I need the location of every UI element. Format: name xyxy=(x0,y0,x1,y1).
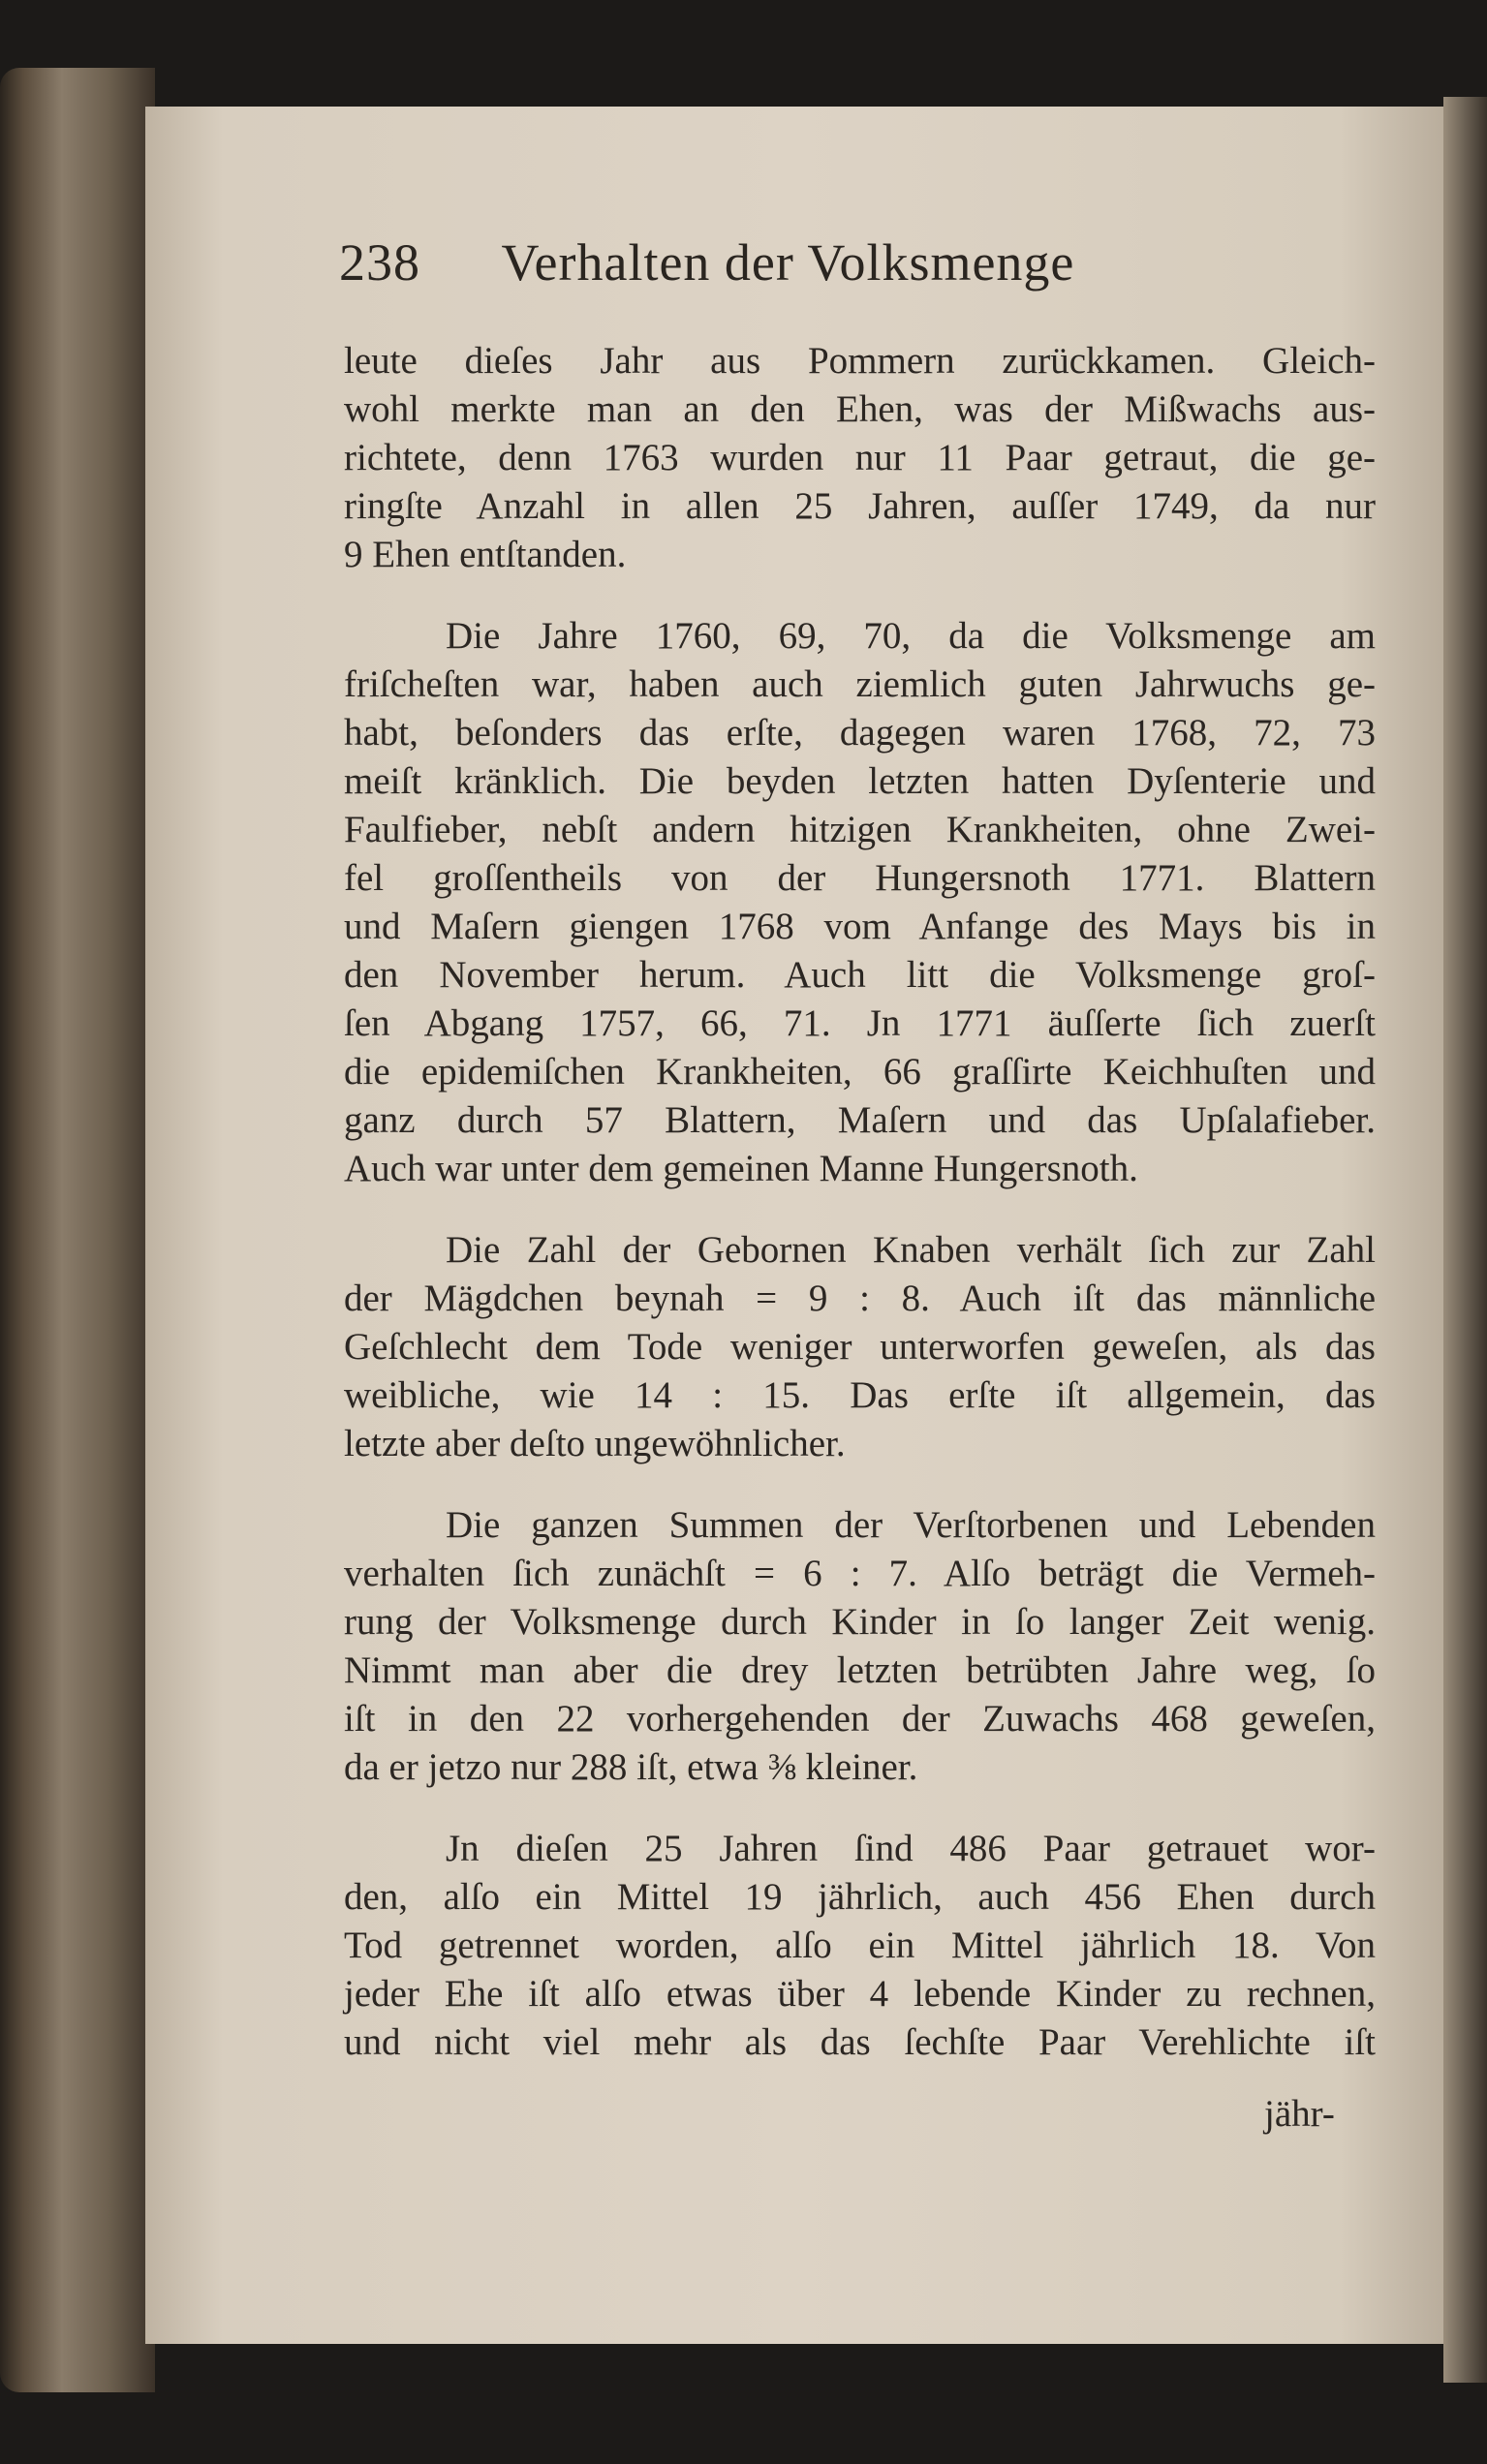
text-line: 9 Ehen entſtanden. xyxy=(344,534,627,575)
text-line: den November herum. Auch litt die Volksmenge groſ- xyxy=(344,954,1376,996)
text-line: verhalten ſich zunächſt = 6 : 7. Alſo beträgt die Vermeh- xyxy=(344,1553,1376,1594)
text-line: fel groſſentheils von der Hungersnoth 1771. Blattern xyxy=(344,857,1376,899)
page-number: 238 xyxy=(339,233,420,292)
text-line: Jn dieſen 25 Jahren ſind 486 Paar getrauet wor- xyxy=(446,1828,1376,1869)
text-line: Geſchlecht dem Tode weniger unterworfen geweſen, als das xyxy=(344,1326,1376,1368)
text-line: Tod getrennet worden, alſo ein Mittel jährlich 18. Von xyxy=(344,1925,1376,1966)
catchword: jähr- xyxy=(1264,2093,1335,2135)
text-line: wohl merkte man an den Ehen, was der Mißwachs aus- xyxy=(344,388,1376,430)
text-line: ganz durch 57 Blattern, Maſern und das Upſalafieber. xyxy=(344,1099,1376,1141)
text-line: da er jetzo nur 288 iſt, etwa ⅜ kleiner. xyxy=(344,1746,918,1788)
book-page-edges xyxy=(0,68,155,2392)
text-line: ringſte Anzahl in allen 25 Jahren, auſſer 1749, da nur xyxy=(344,485,1376,527)
text-line: Faulfieber, nebſt andern hitzigen Krankheiten, ohne Zwei- xyxy=(344,809,1376,850)
text-line: und nicht viel mehr als das ſechſte Paar Verehlichte iſt xyxy=(344,2021,1376,2063)
text-line: und Maſern giengen 1768 vom Anfange des Mays bis in xyxy=(344,906,1376,947)
text-line: letzte aber deſto ungewöhnlicher. xyxy=(344,1423,846,1464)
text-line: habt, beſonders das erſte, dagegen waren 1768, 72, 73 xyxy=(344,712,1376,754)
text-line: richtete, denn 1763 wurden nur 11 Paar getraut, die ge- xyxy=(344,437,1376,478)
running-title: Verhalten der Volksmenge xyxy=(501,233,1075,292)
text-line: der Mägdchen beynah = 9 : 8. Auch iſt das männliche xyxy=(344,1278,1376,1319)
paragraph xyxy=(344,612,1376,1193)
text-line: Nimmt man aber die drey letzten betrübten Jahre weg, ſo xyxy=(344,1649,1376,1691)
text-line: meiſt kränklich. Die beyden letzten hatten Dyſenterie und xyxy=(344,760,1376,802)
text-line: Auch war unter dem gemeinen Manne Hungersnoth. xyxy=(344,1148,1138,1189)
text-line: rung der Volksmenge durch Kinder in ſo langer Zeit wenig. xyxy=(344,1601,1376,1643)
text-line: iſt in den 22 vorhergehenden der Zuwachs 468 geweſen, xyxy=(344,1698,1376,1740)
paragraph xyxy=(344,1501,1376,1792)
text-line: ſen Abgang 1757, 66, 71. Jn 1771 äuſſerte ſich zuerſt xyxy=(344,1002,1376,1044)
text-line: die epidemiſchen Krankheiten, 66 graſſirte Keichhuſten und xyxy=(344,1051,1376,1093)
text-line: jeder Ehe iſt alſo etwas über 4 lebende Kinder zu rechnen, xyxy=(344,1973,1376,2015)
body-text xyxy=(344,337,1376,2100)
text-line: weibliche, wie 14 : 15. Das erſte iſt allgemein, das xyxy=(344,1374,1376,1416)
text-line: den, alſo ein Mittel 19 jährlich, auch 456 Ehen durch xyxy=(344,1876,1376,1918)
running-header xyxy=(339,232,1074,293)
text-line: leute dieſes Jahr aus Pommern zurückkamen. Gleich- xyxy=(344,340,1376,382)
text-line: Die ganzen Summen der Verſtorbenen und Lebenden xyxy=(446,1504,1376,1546)
text-line: Die Jahre 1760, 69, 70, da die Volksmenge am xyxy=(446,615,1376,657)
text-line: Die Zahl der Gebornen Knaben verhält ſich zur Zahl xyxy=(446,1229,1376,1271)
paragraph xyxy=(344,337,1376,579)
text-line: friſcheſten war, haben auch ziemlich guten Jahrwuchs ge- xyxy=(344,663,1376,705)
paragraph xyxy=(344,1825,1376,2067)
paragraph xyxy=(344,1226,1376,1468)
book-right-edge xyxy=(1443,97,1487,2383)
